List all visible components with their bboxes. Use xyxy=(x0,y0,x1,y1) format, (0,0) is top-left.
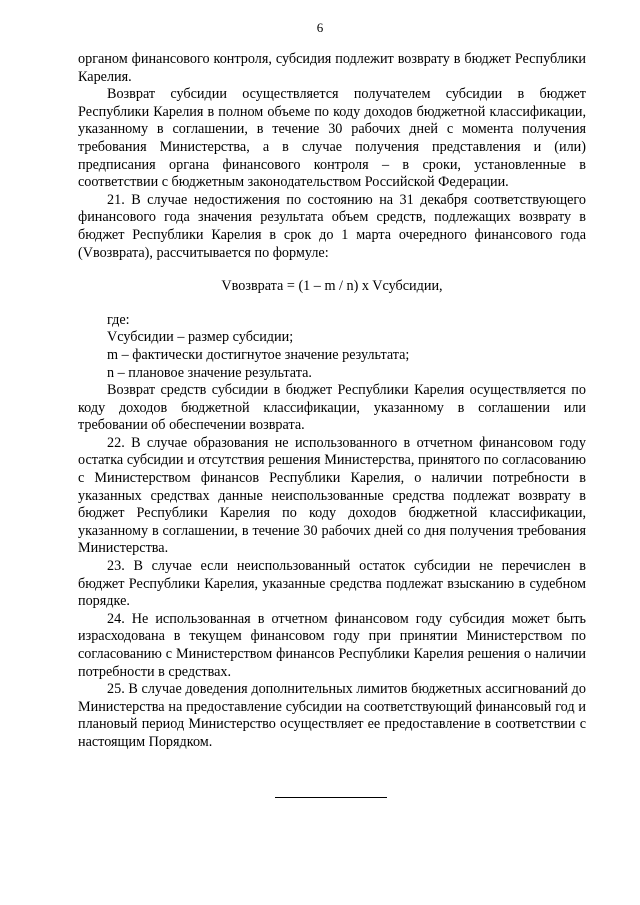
page-number: 6 xyxy=(316,20,324,35)
paragraph-21: 21. В случае недостижения по состоянию на 31 декабря соответствующего финансового года значения результата объем средств, подлежащих возврату в бюджет Республики Карелия в срок до 1 марта очередного финансового года (Vвозврата), рассчитывается по формуле: xyxy=(78,191,586,261)
paragraph-return-funds: Возврат средств субсидии в бюджет Республики Карелия осуществляется по коду доходов бюджетной классификации, указанному в соглашении или требовании об обеспечении возврата. xyxy=(78,382,586,434)
paragraph-subsidy-return: Возврат субсидии осуществляется получателем субсидии в бюджет Республики Карелия в полном объеме по коду доходов бюджетной классификации, указанному в соглашении, в течение 30 рабочих дней с момента получения требования Министерства, а в случае получения представления и (или) предписания органа финансового контроля – в сроки, установленные в соответствии с бюджетным законодательством Российской Федерации. xyxy=(78,86,586,191)
document-body xyxy=(78,51,586,752)
definition-n: n – плановое значение результата. xyxy=(107,364,312,381)
return-formula: Vвозврата = (1 – m / n) x Vсубсидии, xyxy=(221,278,443,295)
paragraph-23: 23. В случае если неиспользованный остаток субсидии не перечислен в бюджет Республики Карелия, указанные средства подлежат взысканию в судебном порядке. xyxy=(78,558,586,610)
definition-v-subsidy: Vсубсидии – размер субсидии; xyxy=(107,329,294,346)
definition-m: m – фактически достигнутое значение результата; xyxy=(107,346,410,363)
paragraph-25: 25. В случае доведения дополнительных лимитов бюджетных ассигнований до Министерства на предоставление субсидии на соответствующий финансовый год и плановый период Министерство осуществляет ее предоставление в соответствии с настоящим Порядком. xyxy=(78,681,586,750)
paragraph-continuation: органом финансового контроля, субсидия подлежит возврату в бюджет Республики Карелия. xyxy=(78,51,586,85)
where-label: где: xyxy=(107,311,130,328)
paragraph-24: 24. Не использованная в отчетном финансовом году субсидия может быть израсходована в текущем финансовом году при принятии Министерством по согласованию с Министерством финансов Республики Карелия решения о наличии потребности в средствах. xyxy=(78,610,586,680)
paragraph-22: 22. В случае образования не использованного в отчетном финансовом году остатка субсидии и отсутствия решения Министерства, принятого по согласованию с Министерством финансов Республики Карелия, о наличии потребности в указанных средствах данные неиспользованные средства подлежат возврату в бюджет Республики Карелия по коду доходов бюджетной классификации, указанному в соглашении, в течение 30 рабочих дней со дня получения требования Министерства. xyxy=(78,434,586,557)
end-of-document-rule xyxy=(275,797,387,798)
